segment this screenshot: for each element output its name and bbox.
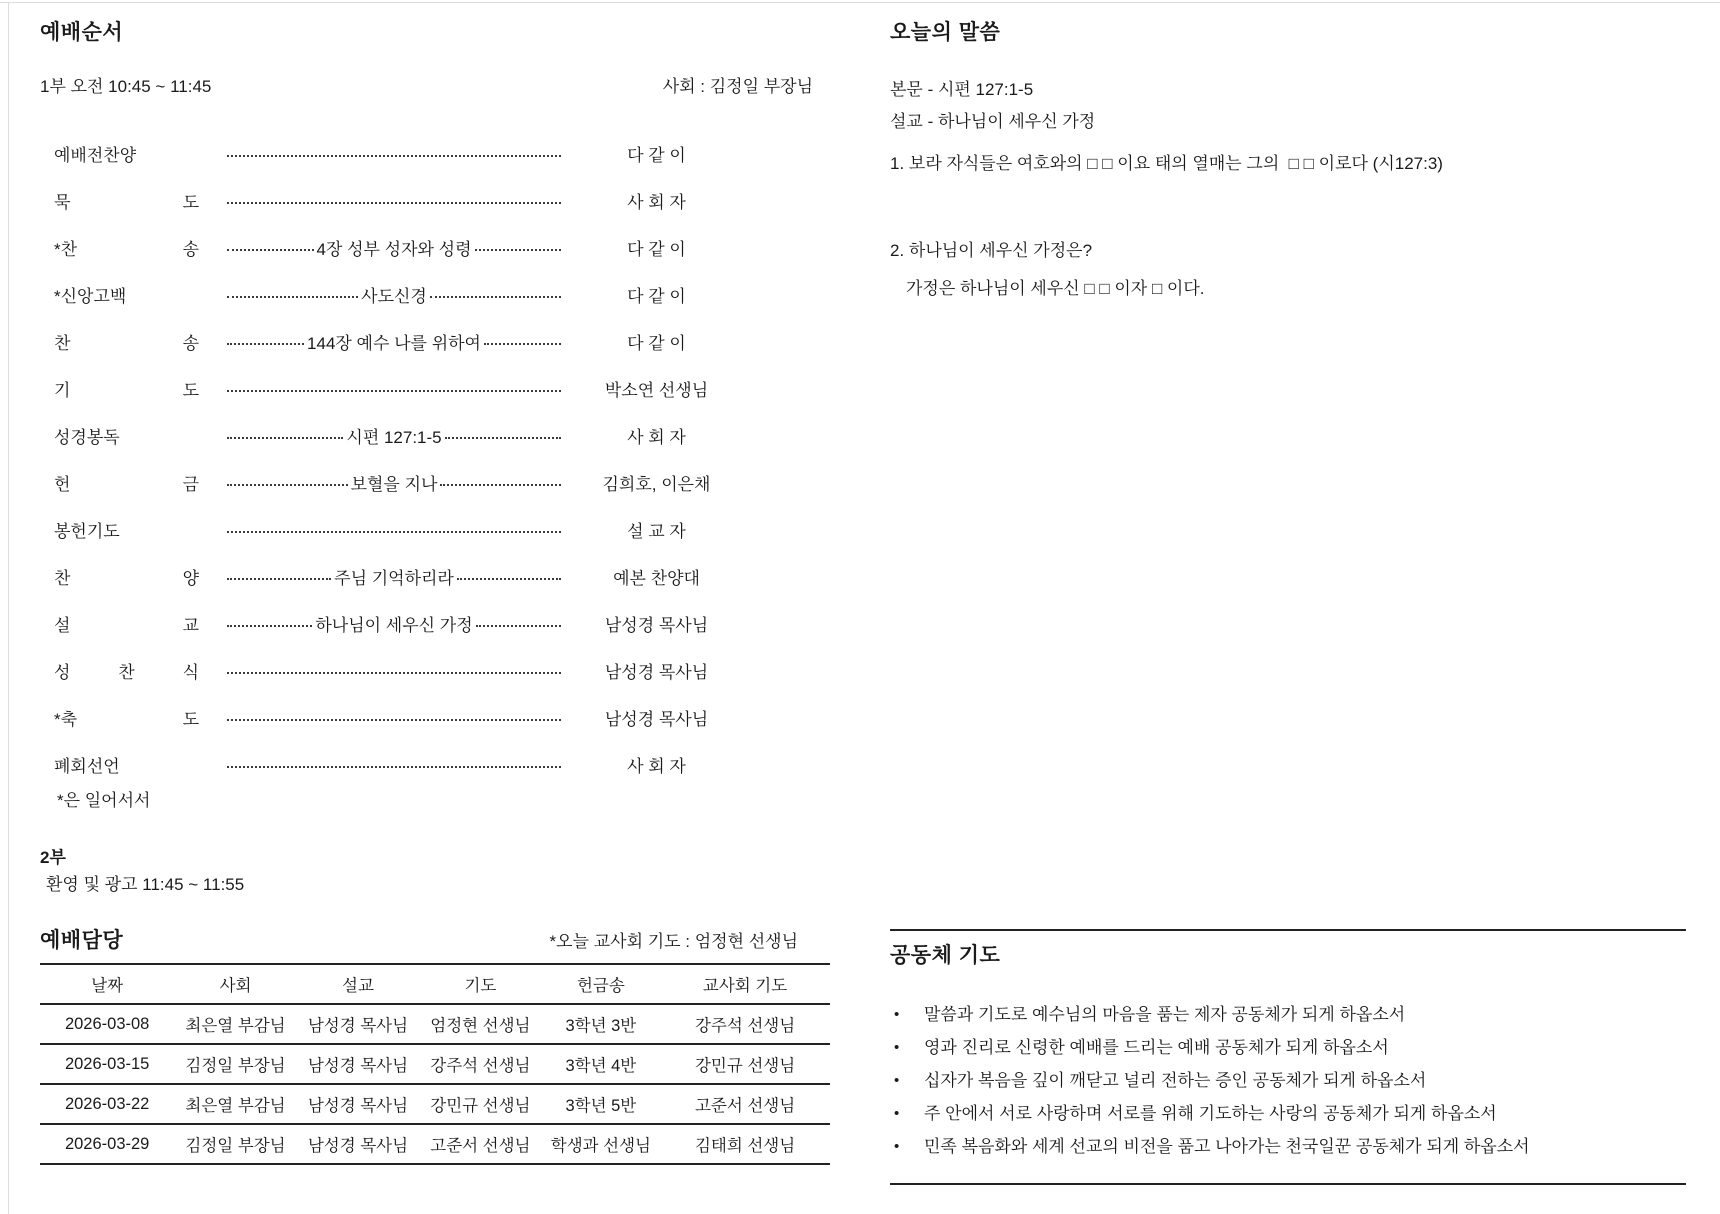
table-cell: 엄정현 선생님 [430, 1017, 531, 1035]
order-item-person: 남성경 목사님 [604, 616, 709, 635]
order-item-leader [227, 282, 561, 307]
leader-dots [227, 202, 561, 204]
table-cell: 최은열 부감님 [185, 1017, 286, 1035]
assignments-today-note: *오늘 교사회 기도 : 엄정현 선생님 [549, 932, 798, 951]
scripture-line: 본문 - 시편 127:1-5 [890, 80, 1034, 99]
order-item [54, 506, 744, 553]
community-prayer-section [890, 929, 1686, 1185]
leader-dots [227, 249, 314, 251]
order-item [54, 553, 744, 600]
order-item [54, 647, 744, 694]
order-item-leader [227, 197, 561, 204]
order-item-leader [227, 761, 561, 768]
assignments-table [40, 963, 830, 1165]
order-item-leader [227, 714, 561, 721]
order-item-person: 다 같 이 [627, 146, 686, 165]
stand-note: *은 일어서서 [57, 791, 151, 810]
order-item-person: 다 같 이 [627, 287, 686, 306]
page-left-border [8, 2, 9, 1214]
order-item-leader [227, 526, 561, 533]
order-item-hymn: 주님 기억하리라 [334, 569, 454, 588]
list-item [890, 998, 1686, 1031]
assignments-col-header: 기도 [464, 977, 497, 995]
order-item-leader [227, 150, 561, 157]
page-top-border [0, 2, 1720, 3]
order-item-person: 박소연 선생님 [604, 381, 709, 400]
order-item-label: 예배전찬양 [54, 146, 137, 165]
order-item-person: 설 교 자 [627, 522, 686, 541]
table-cell: 최은열 부감님 [185, 1097, 286, 1115]
order-item-label: 성 찬 식 [54, 663, 199, 682]
table-row [40, 1084, 830, 1124]
order-list [54, 130, 744, 788]
order-item-leader [227, 611, 561, 636]
assignments-header [40, 928, 798, 954]
leader-dots [475, 249, 562, 251]
table-cell: 남성경 목사님 [307, 1097, 409, 1115]
order-item-person: 사 회 자 [627, 757, 686, 776]
table-cell: 남성경 목사님 [307, 1137, 409, 1155]
order-item-label: 찬 양 [54, 569, 199, 588]
order-item-person: 남성경 목사님 [604, 663, 709, 682]
list-item [890, 1064, 1686, 1097]
order-item-leader [227, 423, 561, 448]
table-cell: 2026-03-29 [64, 1134, 150, 1153]
table-cell: 3학년 3반 [565, 1017, 637, 1035]
table-cell: 고준서 선생님 [430, 1137, 531, 1155]
order-item [54, 271, 744, 318]
order-item-label: *찬 송 [54, 240, 199, 259]
table-row [40, 1004, 830, 1044]
table-cell: 남성경 목사님 [307, 1057, 409, 1075]
order-item [54, 600, 744, 647]
service-emcee: 사회 : 김정일 부장님 [662, 77, 813, 96]
community-prayer-list [890, 998, 1686, 1163]
leader-dots [227, 484, 348, 486]
prayer-text: 말씀과 기도로 예수님의 마음을 품는 제자 공동체가 되게 하옵소서 [924, 1005, 1406, 1024]
word-point-2-answer: 가정은 하나님이 세우신 □ □ 이자 □ 이다. [906, 279, 1205, 298]
order-item-hymn: 144장 예수 나를 위하여 [307, 334, 481, 353]
order-item-label: 성경봉독 [54, 428, 120, 447]
order-item-person: 다 같 이 [627, 334, 686, 353]
table-row [40, 1044, 830, 1084]
leader-dots [227, 578, 331, 580]
worship-order-section [40, 20, 833, 1165]
table-cell: 강민규 선생님 [430, 1097, 531, 1115]
leader-dots [227, 766, 561, 768]
todays-word-section [890, 20, 1686, 1200]
leader-dots [227, 390, 561, 392]
order-item-hymn: 4장 성부 성자와 성령 [316, 240, 472, 259]
bullet-icon: • [894, 1138, 900, 1155]
leader-dots [440, 484, 561, 486]
table-cell: 고준서 선생님 [694, 1097, 796, 1115]
leader-dots [476, 625, 561, 627]
leader-dots [445, 437, 561, 439]
order-item-person: 다 같 이 [627, 240, 686, 259]
order-item [54, 412, 744, 459]
worship-order-title: 예배순서 [40, 21, 124, 44]
part2-label: 2부 [40, 848, 66, 867]
leader-dots [227, 437, 343, 439]
order-item-hymn: 보혈을 지나 [350, 475, 438, 494]
part2-detail: 환영 및 광고 11:45 ~ 11:55 [46, 875, 245, 894]
todays-word-title: 오늘의 말씀 [890, 21, 1001, 44]
table-cell: 2026-03-15 [64, 1054, 150, 1073]
table-cell: 강주석 선생님 [430, 1057, 531, 1075]
table-cell: 2026-03-08 [64, 1014, 150, 1033]
order-item [54, 318, 744, 365]
leader-dots [484, 343, 561, 345]
order-item [54, 177, 744, 224]
community-prayer-title: 공동체 기도 [890, 944, 1001, 967]
order-item-person: 사 회 자 [627, 193, 686, 212]
assignments-col-header: 헌금송 [576, 977, 625, 995]
leader-dots [227, 343, 304, 345]
prayer-text: 민족 복음화와 세계 선교의 비전을 품고 나아가는 천국일꾼 공동체가 되게 하옵소서 [924, 1137, 1530, 1156]
list-item [890, 1130, 1686, 1163]
list-item [890, 1031, 1686, 1064]
order-item [54, 459, 744, 506]
order-item-leader [227, 329, 561, 354]
service-subheader [40, 76, 813, 98]
table-cell: 김정일 부장님 [185, 1057, 286, 1075]
assignments-table-header [40, 964, 830, 1004]
order-item [54, 741, 744, 788]
table-cell: 강민규 선생님 [694, 1057, 796, 1075]
order-item-leader [227, 235, 561, 260]
order-item-hymn: 하나님이 세우신 가정 [315, 616, 473, 635]
order-item [54, 224, 744, 271]
order-item [54, 694, 744, 741]
sermon-line: 설교 - 하나님이 세우신 가정 [890, 112, 1096, 131]
assignments-title: 예배담당 [40, 929, 124, 952]
order-item-person: 남성경 목사님 [604, 710, 709, 729]
order-item-label: 폐회선언 [54, 757, 120, 776]
table-cell: 강주석 선생님 [694, 1017, 796, 1035]
bullet-icon: • [894, 1039, 900, 1056]
table-cell: 3학년 4반 [565, 1057, 637, 1075]
leader-dots [227, 296, 358, 298]
table-cell: 학생과 선생님 [550, 1137, 651, 1155]
leader-dots [457, 578, 561, 580]
order-item-label: 봉헌기도 [54, 522, 120, 541]
order-item-label: 기 도 [54, 381, 199, 400]
bullet-icon: • [894, 1105, 900, 1122]
order-item [54, 130, 744, 177]
leader-dots [227, 625, 312, 627]
order-item-label: 묵 도 [54, 193, 199, 212]
assignments-col-header: 교사회 기도 [702, 977, 788, 995]
list-item [890, 1097, 1686, 1130]
table-cell: 2026-03-22 [64, 1094, 150, 1113]
leader-dots [227, 719, 561, 721]
table-cell: 남성경 목사님 [307, 1017, 409, 1035]
order-item-leader [227, 470, 561, 495]
prayer-text: 영과 진리로 신령한 예배를 드리는 예배 공동체가 되게 하옵소서 [924, 1038, 1389, 1057]
table-cell: 김태희 선생님 [694, 1137, 796, 1155]
leader-dots [227, 155, 561, 157]
order-item-leader [227, 564, 561, 589]
prayer-text: 십자가 복음을 깊이 깨닫고 널리 전하는 증인 공동체가 되게 하옵소서 [924, 1071, 1427, 1090]
leader-dots [227, 531, 561, 533]
bullet-icon: • [894, 1072, 900, 1089]
order-item [54, 365, 744, 412]
bullet-icon: • [894, 1006, 900, 1023]
service-time: 1부 오전 10:45 ~ 11:45 [40, 77, 212, 96]
word-point-2: 2. 하나님이 세우신 가정은? [890, 241, 1093, 260]
assignments-col-header: 사회 [219, 977, 252, 995]
order-item-label: *축 도 [54, 710, 199, 729]
order-item-hymn: 시편 127:1-5 [346, 428, 442, 447]
assignments-col-header: 날짜 [91, 977, 124, 995]
table-row [40, 1124, 830, 1164]
order-item-person: 김희호, 이은채 [602, 475, 711, 494]
order-item-label: 찬 송 [54, 334, 199, 353]
leader-dots [227, 672, 561, 674]
assignments-col-header: 설교 [342, 977, 374, 995]
leader-dots [430, 296, 561, 298]
order-item-label: 헌 금 [54, 475, 199, 494]
order-item-label: 설 교 [54, 616, 199, 635]
order-item-person: 예본 찬양대 [613, 569, 700, 588]
table-cell: 3학년 5반 [565, 1097, 637, 1115]
word-point-1: 1. 보라 자식들은 여호와의 □ □ 이요 태의 열매는 그의 □ □ 이로다 (시127:3) [890, 154, 1443, 173]
order-item-person: 사 회 자 [627, 428, 686, 447]
order-item-hymn: 사도신경 [361, 287, 427, 306]
prayer-text: 주 안에서 서로 사랑하며 서로를 위해 기도하는 사랑의 공동체가 되게 하옵소서 [924, 1104, 1497, 1123]
order-item-leader [227, 667, 561, 674]
order-item-leader [227, 385, 561, 392]
order-item-label: *신앙고백 [54, 287, 127, 306]
table-cell: 김정일 부장님 [185, 1137, 286, 1155]
